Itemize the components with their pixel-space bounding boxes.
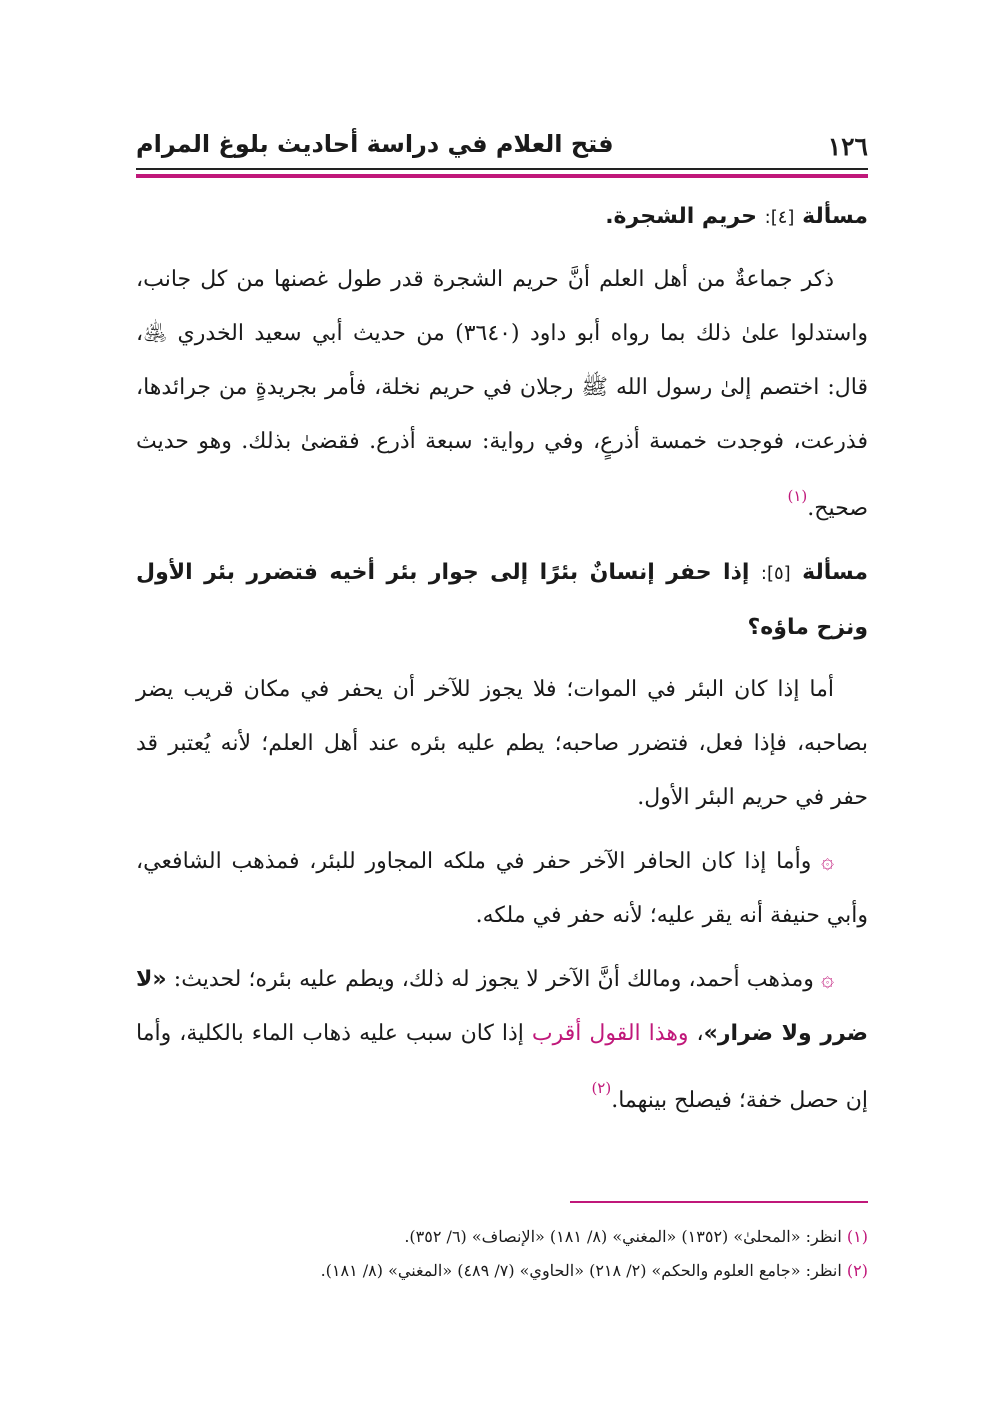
issue-label: مسألة xyxy=(802,204,868,229)
bullet-text: وأما إذا كان الحافر الآخر حفر في ملكه المجاور للبئر، فمذهب الشافعي، وأبي حنيفة أنه يقر عليه؛ لأنه حفر في ملكه. xyxy=(136,849,868,928)
footnote-text: انظر: «المحلىٰ» (١٣٥٢) «المغني» (٨/ ١٨١) «الإنصاف» (٦/ ٣٥٢). xyxy=(404,1227,842,1246)
flower-bullet-icon: ۞ xyxy=(821,849,834,874)
separator-text: ، xyxy=(688,1021,704,1046)
footnote-text: انظر: «جامع العلوم والحكم» (٢/ ٢١٨) «الحاوي» (٧/ ٤٨٩) «المغني» (٨/ ١٨١). xyxy=(320,1261,842,1280)
issue-title: إذا حفر إنسانٌ بئرًا إلى جوار بئر أخيه فتضرر بئر الأول ونزح ماؤه؟ xyxy=(136,560,868,640)
flower-bullet-icon: ۞ xyxy=(821,967,835,992)
footnote-number: (١) xyxy=(846,1227,868,1246)
preferred-opinion-highlight: وهذا القول أقرب xyxy=(531,1021,689,1046)
issue-number: [٥]: xyxy=(760,563,791,584)
footnote-item xyxy=(136,1220,868,1254)
page-body xyxy=(136,190,868,1138)
footnote-item xyxy=(136,1254,868,1288)
bullet-paragraph-2 xyxy=(136,953,868,1128)
section-5-paragraph: أما إذا كان البئر في الموات؛ فلا يجوز للآخر أن يحفر في مكان قريب يضر بصاحبه، فإذا فعل، فتضرر صاحبه؛ يطم عليه بئره عند أهل العلم؛ لأنه يُعتبر قد حفر في حريم البئر الأول. xyxy=(136,677,868,810)
issue-label: مسألة xyxy=(802,560,868,585)
hadith-quote: «لا ضرر ولا ضرار» xyxy=(136,967,868,1046)
section-heading-4 xyxy=(136,190,868,245)
footnote-separator xyxy=(570,1201,868,1203)
footnote-ref-2[interactable]: (٢) xyxy=(591,1079,612,1097)
header-rule-thin xyxy=(136,168,868,170)
issue-number: [٤]: xyxy=(764,207,795,228)
bullet-text-end: إذا كان سبب عليه ذهاب الماء بالكلية، وأما إن حصل خفة؛ فيصلح بينهما. xyxy=(136,1021,868,1113)
footnote-ref-1[interactable]: (١) xyxy=(787,487,808,505)
bullet-paragraph-1 xyxy=(136,835,868,943)
footnotes xyxy=(136,1220,868,1288)
issue-title: حريم الشجرة. xyxy=(605,204,757,229)
bullet-text: ومذهب أحمد، ومالك أنَّ الآخر لا يجوز له ذلك، ويطم عليه بئره؛ لحديث: xyxy=(173,967,814,992)
header-rule-thick xyxy=(136,174,868,178)
section-heading-5 xyxy=(136,546,868,655)
running-header xyxy=(136,128,868,168)
page-number: ١٢٦ xyxy=(827,132,868,161)
section-4-paragraph xyxy=(136,253,868,536)
book-title: فتح العلام في دراسة أحاديث بلوغ المرام xyxy=(136,130,614,158)
paragraph-text: ذكر جماعةٌ من أهل العلم أنَّ حريم الشجرة قدر طول غصنها من كل جانب، واستدلوا علىٰ ذلك بما رواه أبو داود (٣٦٤٠) من حديث أبي سعيد الخدري ﵁، قال: اختصم إلىٰ رسول الله ﷺ رجلان في حريم نخلة، فأمر بجريدةٍ من جرائدها، فذرعت، فوجدت خمسة أذرعٍ، وفي رواية: سبعة أذرع. فقضىٰ بذلك. وهو حديث صحيح. xyxy=(136,267,868,521)
footnote-number: (٢) xyxy=(846,1261,868,1280)
